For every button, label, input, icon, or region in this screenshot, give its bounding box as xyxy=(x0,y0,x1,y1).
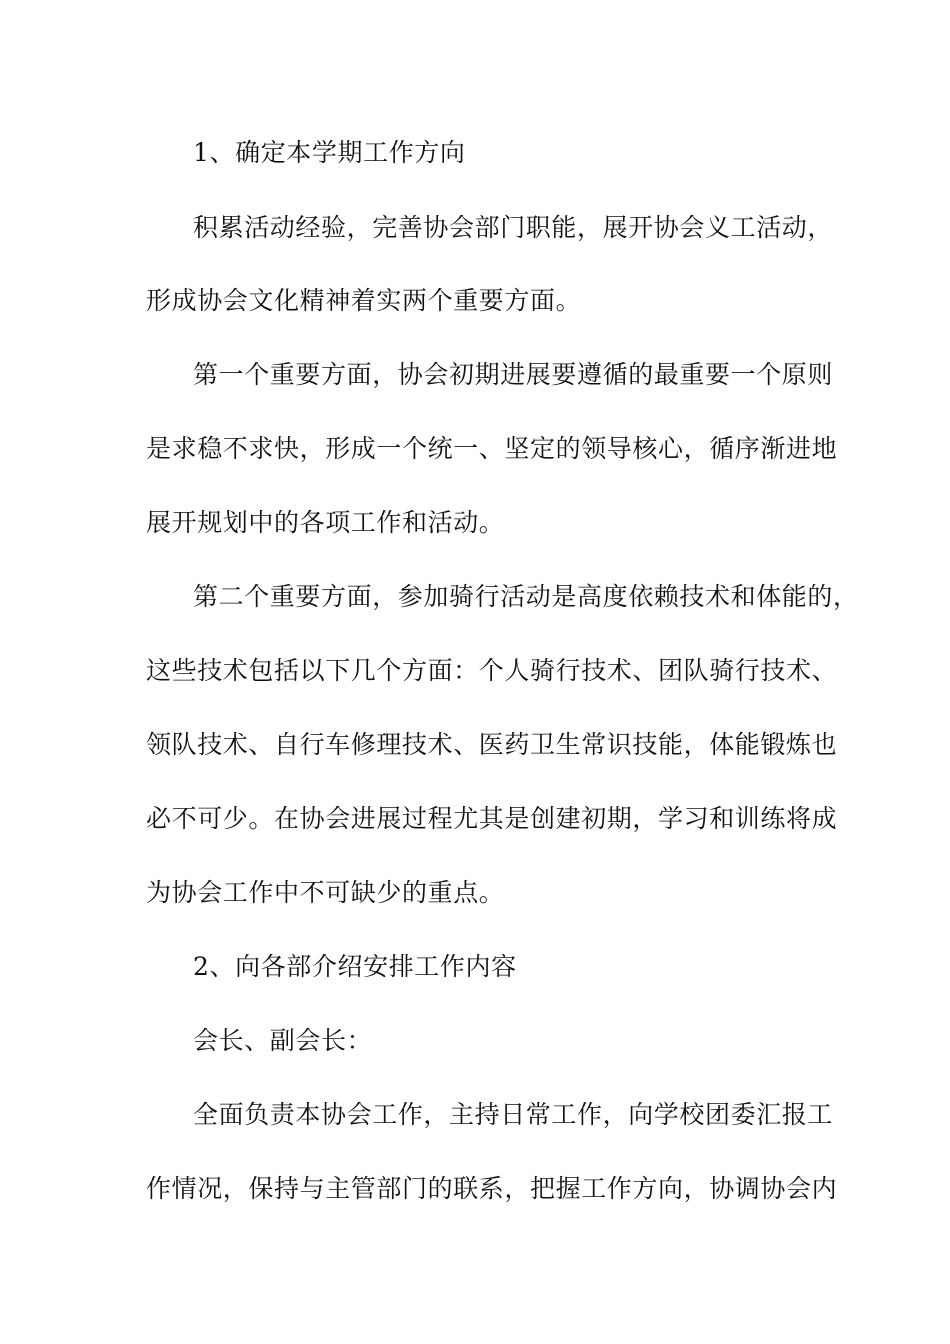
paragraph-4-line-1: 全面负责本协会工作，主持日常工作，向学校团委汇报工 xyxy=(193,1100,834,1129)
heading-2: 2、向各部介绍安排工作内容 xyxy=(193,952,517,981)
paragraph-2-line-2: 是求稳不求快，形成一个统一、坚定的领导核心，循序渐进地 xyxy=(146,434,838,463)
paragraph-2-line-3: 展开规划中的各项工作和活动。 xyxy=(146,508,505,537)
role-title: 会长、副会长： xyxy=(193,1026,373,1055)
heading-1: 1、确定本学期工作方向 xyxy=(193,138,466,167)
paragraph-1-line-2: 形成协会文化精神着实两个重要方面。 xyxy=(146,286,582,315)
paragraph-2-line-1: 第一个重要方面，协会初期进展要遵循的最重要一个原则 xyxy=(193,360,834,389)
paragraph-3-line-5: 为协会工作中不可缺少的重点。 xyxy=(146,878,505,907)
paragraph-1-line-1: 积累活动经验，完善协会部门职能，展开协会义工活动， xyxy=(193,213,834,242)
paragraph-3-line-2: 这些技术包括以下几个方面：个人骑行技术、团队骑行技术、 xyxy=(146,656,838,685)
paragraph-4-line-2: 作情况，保持与主管部门的联系，把握工作方向，协调协会内 xyxy=(146,1174,838,1203)
paragraph-3-line-4: 必不可少。在协会进展过程尤其是创建初期，学习和训练将成 xyxy=(146,804,838,833)
paragraph-3-line-3: 领队技术、自行车修理技术、医药卫生常识技能，体能锻炼也 xyxy=(146,730,838,759)
paragraph-3-line-1: 第二个重要方面，参加骑行活动是高度依赖技术和体能的， xyxy=(193,582,859,611)
